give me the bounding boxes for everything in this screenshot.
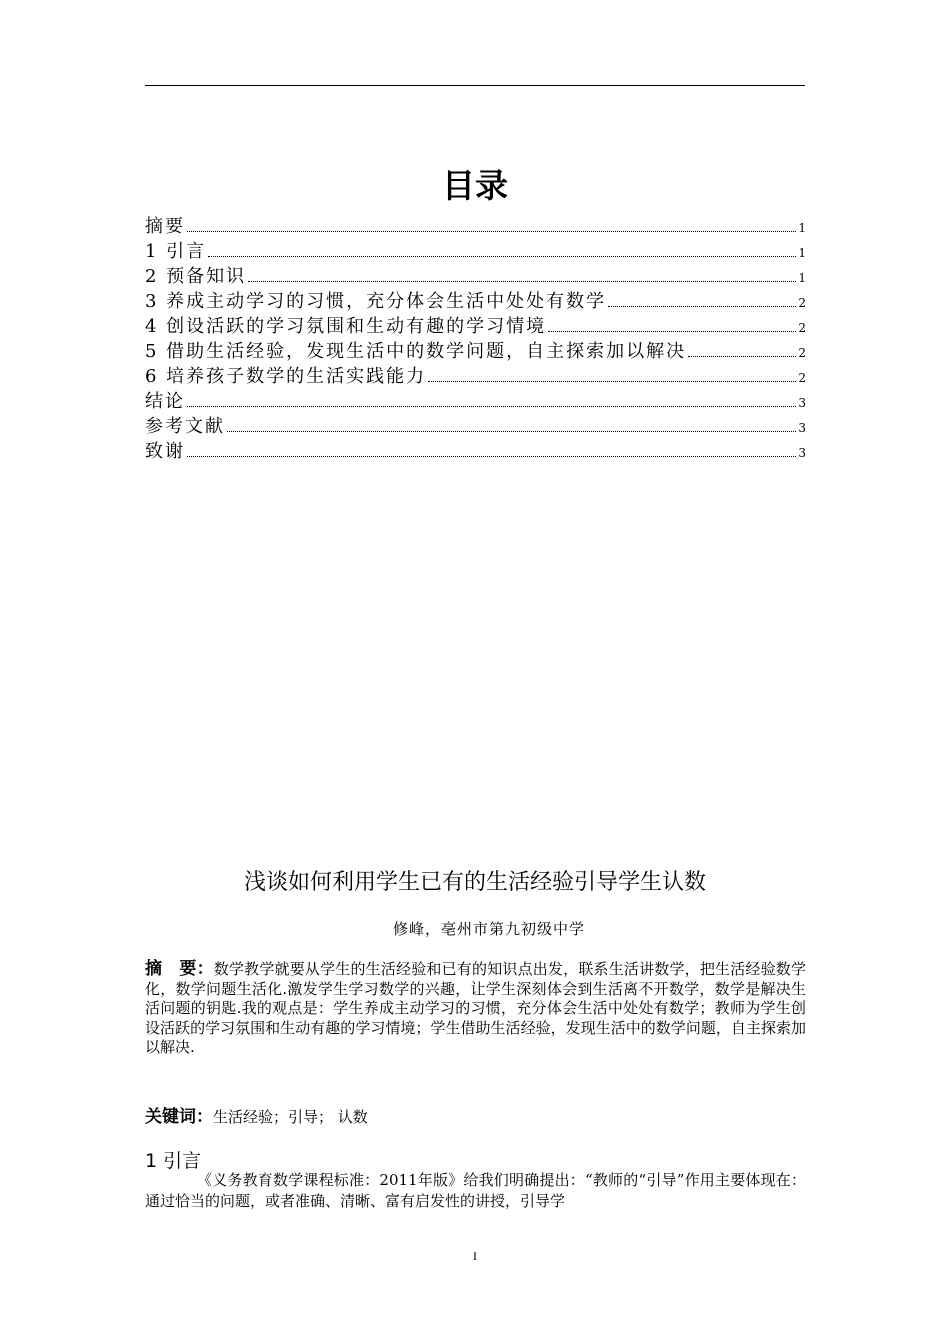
toc-entry[interactable] (145, 314, 806, 339)
toc-entry-page: 2 (798, 346, 806, 360)
toc-leader-dots (428, 381, 796, 382)
toc-entry-label: 6 培养孩子数学的生活实践能力 (145, 366, 427, 387)
abstract-label: 摘 要： (145, 959, 214, 979)
keywords (145, 1105, 806, 1129)
toc-leader-dots (608, 306, 796, 307)
toc-entry[interactable] (145, 289, 806, 314)
toc-leader-dots (548, 331, 796, 332)
toc-entry-page: 3 (798, 446, 806, 460)
toc-entry-label: 5 借助生活经验，发现生活中的数学问题，自主探索加以解决 (145, 341, 687, 362)
toc-entry[interactable] (145, 339, 806, 364)
toc-title: 目录 (442, 166, 508, 205)
toc-entry-label: 摘要 (145, 216, 185, 237)
toc-entry-label: 4 创设活跃的学习氛围和生动有趣的学习情境 (145, 316, 547, 337)
keywords-label: 关键词： (145, 1107, 213, 1127)
toc-entry[interactable] (145, 389, 806, 414)
toc-entry-page: 2 (798, 296, 806, 310)
toc-leader-dots (248, 281, 796, 282)
author-affiliation: 修峰，亳州市第九初级中学 (393, 920, 586, 938)
toc-entry-label: 参考文献 (145, 416, 225, 437)
toc-entry-page: 2 (798, 321, 806, 335)
toc-entry-label: 结论 (145, 391, 185, 412)
toc-entry-page: 3 (798, 396, 806, 410)
toc-entry-page: 3 (798, 421, 806, 435)
section-heading: 1 引言 (145, 1150, 202, 1172)
toc-entry[interactable] (145, 264, 806, 289)
paper-title: 浅谈如何利用学生已有的生活经验引导学生认数 (243, 870, 706, 895)
toc-leader-dots (187, 456, 796, 457)
toc-entry-label: 2 预备知识 (145, 266, 247, 287)
toc-leader-dots (187, 406, 796, 407)
toc-entry[interactable] (145, 239, 806, 264)
toc-entry-label: 3 养成主动学习的习惯，充分体会生活中处处有数学 (145, 291, 607, 312)
page-number: I (473, 1249, 477, 1263)
body-paragraph: 《义务教育数学课程标准：2011年版》给我们明确提出：“教师的“引导”作用主要体现在：通过恰当的问题，或者准确、清晰、富有启发性的讲授，引导学 (145, 1171, 806, 1210)
abstract-text: 数学教学就要从学生的生活经验和已有的知识点出发，联系生活讲数学，把生活经验数学化，数学问题生活化.激发学生学习数学的兴趣，让学生深刻体会到生活离不开数学，数学是解决生活问题的钥匙.我的观点是：学生养成主动学习的习惯，充分体会生活中处处有数学；教师为学生创设活跃的学习氛围和生动有趣的学习情境；学生借助生活经验，发现生活中的数学问题，自主探索加以解决. (145, 960, 806, 1057)
keywords-text: 生活经验；引导； 认数 (213, 1108, 368, 1126)
toc-entry-label: 1 引言 (145, 241, 207, 262)
toc-entry[interactable] (145, 214, 806, 239)
toc-leader-dots (688, 356, 796, 357)
toc-leader-dots (208, 256, 796, 257)
toc-entry[interactable] (145, 364, 806, 389)
toc-entry-label: 致谢 (145, 441, 185, 462)
header-rule (145, 85, 805, 86)
toc-entry[interactable] (145, 439, 806, 464)
toc-leader-dots (187, 231, 796, 232)
toc-entry-page: 1 (798, 271, 806, 285)
toc-entry-page: 1 (798, 221, 806, 235)
table-of-contents (145, 214, 806, 464)
toc-leader-dots (227, 431, 796, 432)
toc-entry[interactable] (145, 414, 806, 439)
abstract (145, 960, 806, 1058)
toc-entry-page: 2 (798, 371, 806, 385)
toc-entry-page: 1 (798, 246, 806, 260)
